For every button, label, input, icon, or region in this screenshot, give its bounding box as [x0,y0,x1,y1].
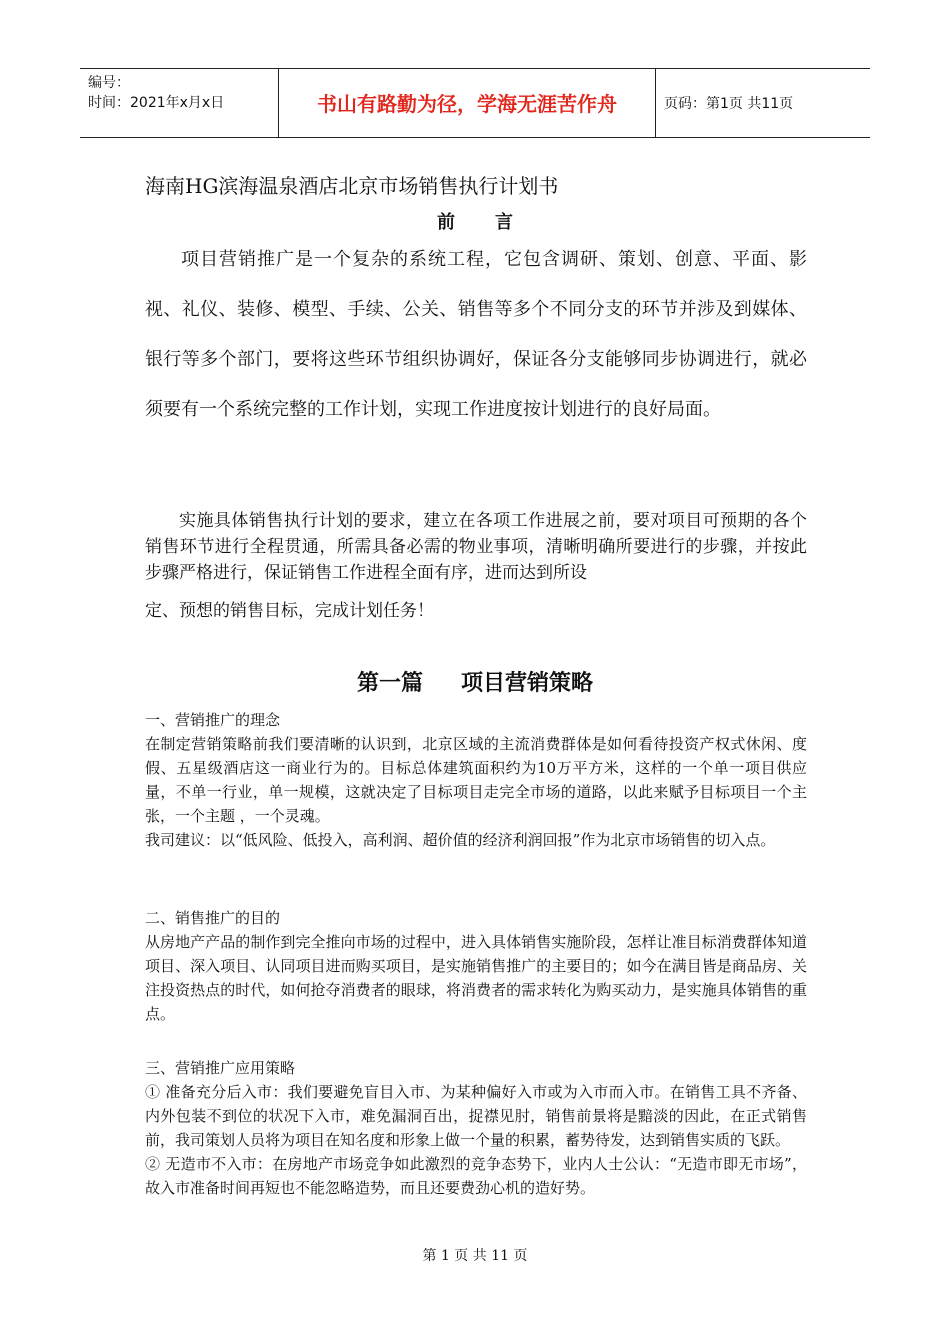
section-paragraph: ① 准备充分后入市：我们要避免盲目入市、为某种偏好入市或为入市而入市。在销售工具不齐备、内外包装不到位的状况下入市，难免漏洞百出，捉襟见肘，销售前景将是黯淡的因此，在正式销售前，我司策划人员将为项目在知名度和形象上做一个量的积累，蓄势待发，达到销售实质的飞跃。 [145,1083,807,1149]
header-page-info: 页码：第1页 共11页 [664,96,794,112]
section-paragraph: 在制定营销策略前我们要清晰的认识到，北京区域的主流消费群体是如何看待投资产权式休闲、度假、五星级酒店这一商业行为的。目标总体建筑面积约为10万平方米，这样的一个单一项目供应量，不单一行业，单一规模，这就决定了目标项目走完全市场的道路，以此来赋予目标项目一个主张，一个主题 ，一个灵魂。 [145,735,807,825]
preface-heading: 前言 [437,212,553,233]
date-label: 时间：2021年x月x日 [88,95,225,111]
preface-second-paragraph-end: 定、预想的销售目标，完成计划任务！ [145,601,434,621]
preface-intro-paragraph: 项目营销推广是一个复杂的系统工程，它包含调研、策划、创意、平面、影视、礼仪、装修、模型、手续、公关、销售等多个不同分支的环节并涉及到媒体、银行等多个部门，要将这些环节组织协调好，保证各分支能够同步协调进行，就必须要有一个系统完整的工作计划，实现工作进度按计划进行的良好局面。 [145,249,807,420]
section-heading: 一、营销推广的理念 [145,711,281,729]
section-paragraph: 我司建议：以“低风险、低投入，高利润、超价值的经济利润回报”作为北京市场销售的切入点。 [145,831,776,849]
chapter-name: 项目营销策略 [461,671,594,696]
chapter-number: 第一篇 [356,671,423,696]
document-title: 海南HG滨海温泉酒店北京市场销售执行计划书 [145,174,559,198]
preface-second-paragraph: 实施具体销售执行计划的要求，建立在各项工作进展之前，要对项目可预期的各个销售环节进行全程贯通，所需具备必需的物业事项，清晰明确所要进行的步骤，并按此步骤严格进行，保证销售工作进程全面有序，进而达到所设 [145,511,807,583]
section-heading: 二、销售推广的目的 [145,909,281,927]
header-divider [655,69,656,137]
page-footer: 第 1 页 共 11 页 [422,1248,528,1264]
chapter-heading [145,666,805,697]
section-promotion-goal [145,906,807,1026]
header-motto: 书山有路勤为径，学海无涯苦作舟 [317,92,617,116]
section-paragraph: 从房地产产品的制作到完全推向市场的过程中，进入具体销售实施阶段，怎样让准目标消费群体知道项目、深入项目、认同项目进而购买项目，是实施销售推广的主要目的；如今在满目皆是商品房、关注投资热点的时代，如何抢夺消费者的眼球，将消费者的需求转化为购买动力，是实施具体销售的重点。 [145,933,807,1023]
section-marketing-concept [145,708,807,852]
header-table [80,68,870,138]
section-paragraph: ② 无造市不入市：在房地产市场竞争如此激烈的竞争态势下，业内人士公认：“无造市即无市场”，故入市准备时间再短也不能忽略造势，而且还要费劲心机的造好势。 [145,1155,807,1197]
section-promotion-strategy [145,1056,807,1200]
section-heading: 三、营销推广应用策略 [145,1059,296,1077]
header-left-cell [88,73,224,113]
number-label: 编号： [88,75,130,91]
